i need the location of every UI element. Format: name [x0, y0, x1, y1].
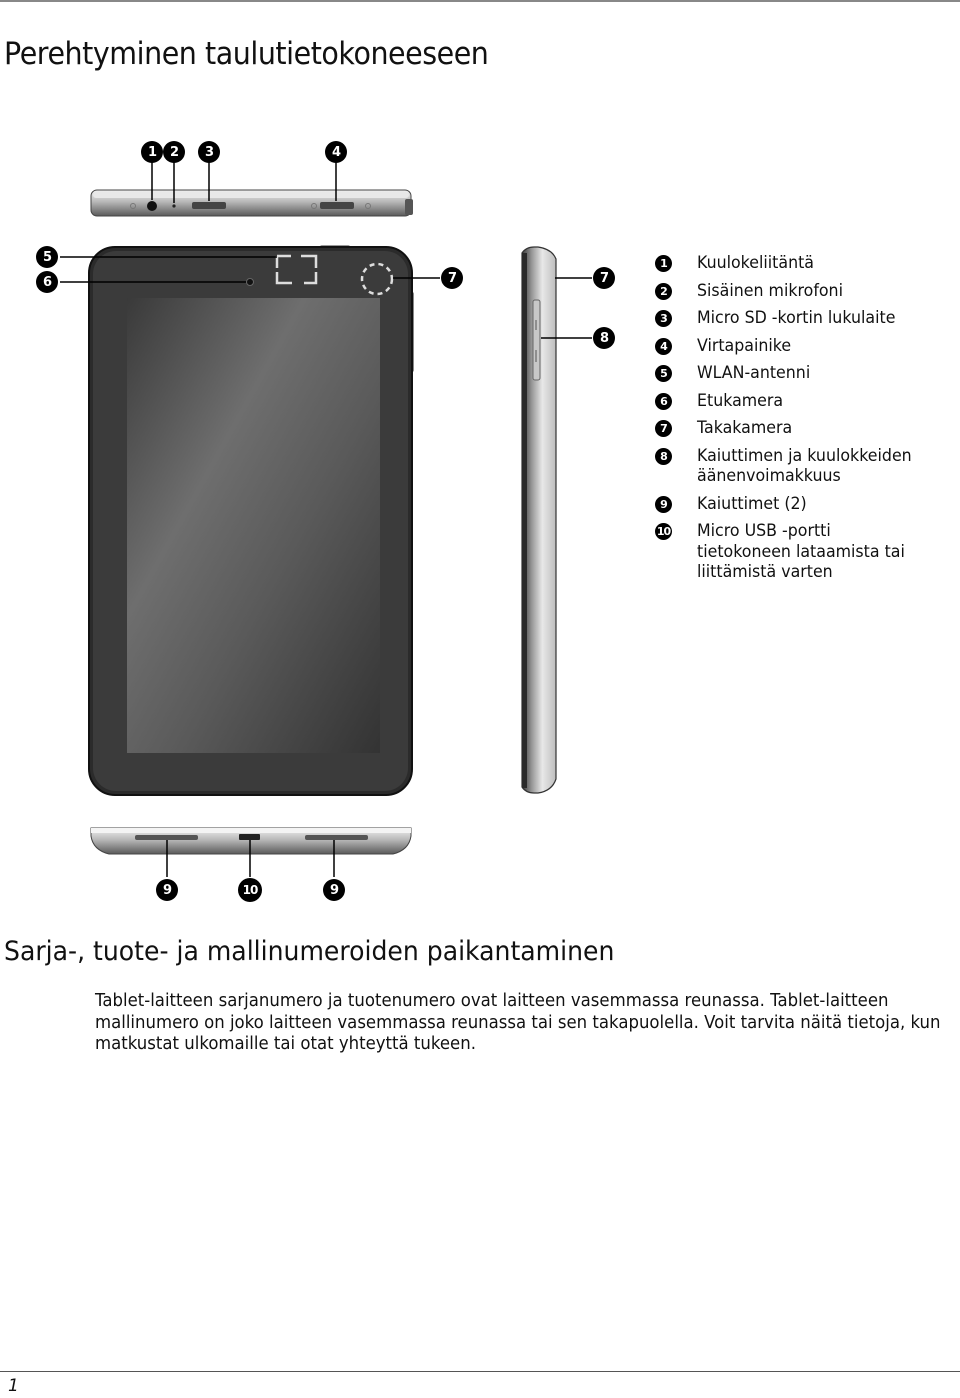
legend-item: [655, 281, 955, 302]
legend-label: Kuulokeliitäntä: [697, 253, 814, 273]
legend-label: WLAN-antenni: [697, 363, 811, 383]
microphone-hole: [172, 204, 175, 207]
legend-label: Micro USB -portti tietokoneen lataamista tai liittämistä varten: [697, 521, 905, 582]
bottom-edge-view: [91, 828, 411, 877]
legend-number: 5: [655, 365, 672, 382]
legend-number: 10: [656, 525, 671, 538]
callout-9-left: 9: [156, 879, 178, 901]
callout-7-front: 7: [441, 267, 463, 289]
legend-item: [655, 308, 955, 329]
power-button: [320, 202, 354, 209]
callout-7-side: 7: [593, 267, 615, 289]
component-legend: [655, 253, 955, 590]
legend-item: [655, 494, 955, 515]
volume-button: [533, 300, 540, 380]
legend-label: Kaiuttimet (2): [697, 493, 807, 514]
screen: [127, 298, 380, 753]
callout-2: 2: [163, 141, 185, 163]
front-view: [60, 245, 440, 795]
callout-5: 5: [36, 246, 58, 268]
headphone-jack: [147, 201, 157, 211]
top-edge-view: [91, 162, 413, 216]
legend-item: [655, 446, 955, 487]
legend-label: Etukamera: [697, 390, 784, 411]
speaker-left: [135, 835, 198, 840]
callout-4: 4: [325, 141, 347, 163]
callout-8: 8: [593, 327, 615, 349]
legend-number: 9: [655, 496, 672, 513]
footer-rule: [0, 1371, 960, 1372]
page-number: 1: [8, 1376, 19, 1396]
legend-number: 1: [655, 255, 672, 272]
callout-10: 10: [238, 878, 262, 902]
legend-number: 6: [655, 393, 672, 410]
front-camera: [247, 279, 254, 286]
callout-1: 1: [141, 141, 163, 163]
legend-item: [655, 418, 955, 439]
callout-9-right: 9: [323, 879, 345, 901]
legend-label: Sisäinen mikrofoni: [697, 280, 843, 301]
microsd-slot: [192, 202, 226, 209]
section-body: Tablet-laitteen sarjanumero ja tuotenumero ovat laitteen vasemmassa reunassa. Tablet-laitteen mallinumero on joko laitteen vasemmassa reunassa tai sen takapuolella. Voit tarvita näitä tietoja, kun matkustat ulkomaille tai otat yhteyttä tukeen.: [95, 991, 941, 1054]
legend-item: [655, 336, 955, 357]
legend-item: [655, 391, 955, 412]
section-heading: Sarja-, tuote- ja mallinumeroiden paikantaminen: [4, 936, 615, 967]
legend-number: 2: [655, 283, 672, 300]
page-title: Perehtyminen taulutietokoneeseen: [4, 36, 489, 72]
side-view: [522, 247, 592, 793]
legend-item: [655, 363, 955, 384]
legend-number: 3: [655, 310, 672, 327]
legend-number: 8: [655, 448, 672, 465]
callout-6: 6: [36, 271, 58, 293]
legend-label: Takakamera: [697, 418, 793, 438]
legend-label: Virtapainike: [697, 335, 792, 356]
legend-label: Kaiuttimen ja kuulokkeiden äänenvoimakkuus: [697, 445, 912, 486]
legend-number: 7: [655, 420, 672, 437]
callout-3: 3: [198, 141, 220, 163]
legend-item: [655, 253, 955, 274]
legend-label: Micro SD -kortin lukulaite: [697, 308, 896, 328]
legend-number: 4: [655, 338, 672, 355]
speaker-right: [305, 835, 368, 840]
legend-item: [655, 521, 955, 583]
micro-usb-port: [239, 834, 260, 840]
